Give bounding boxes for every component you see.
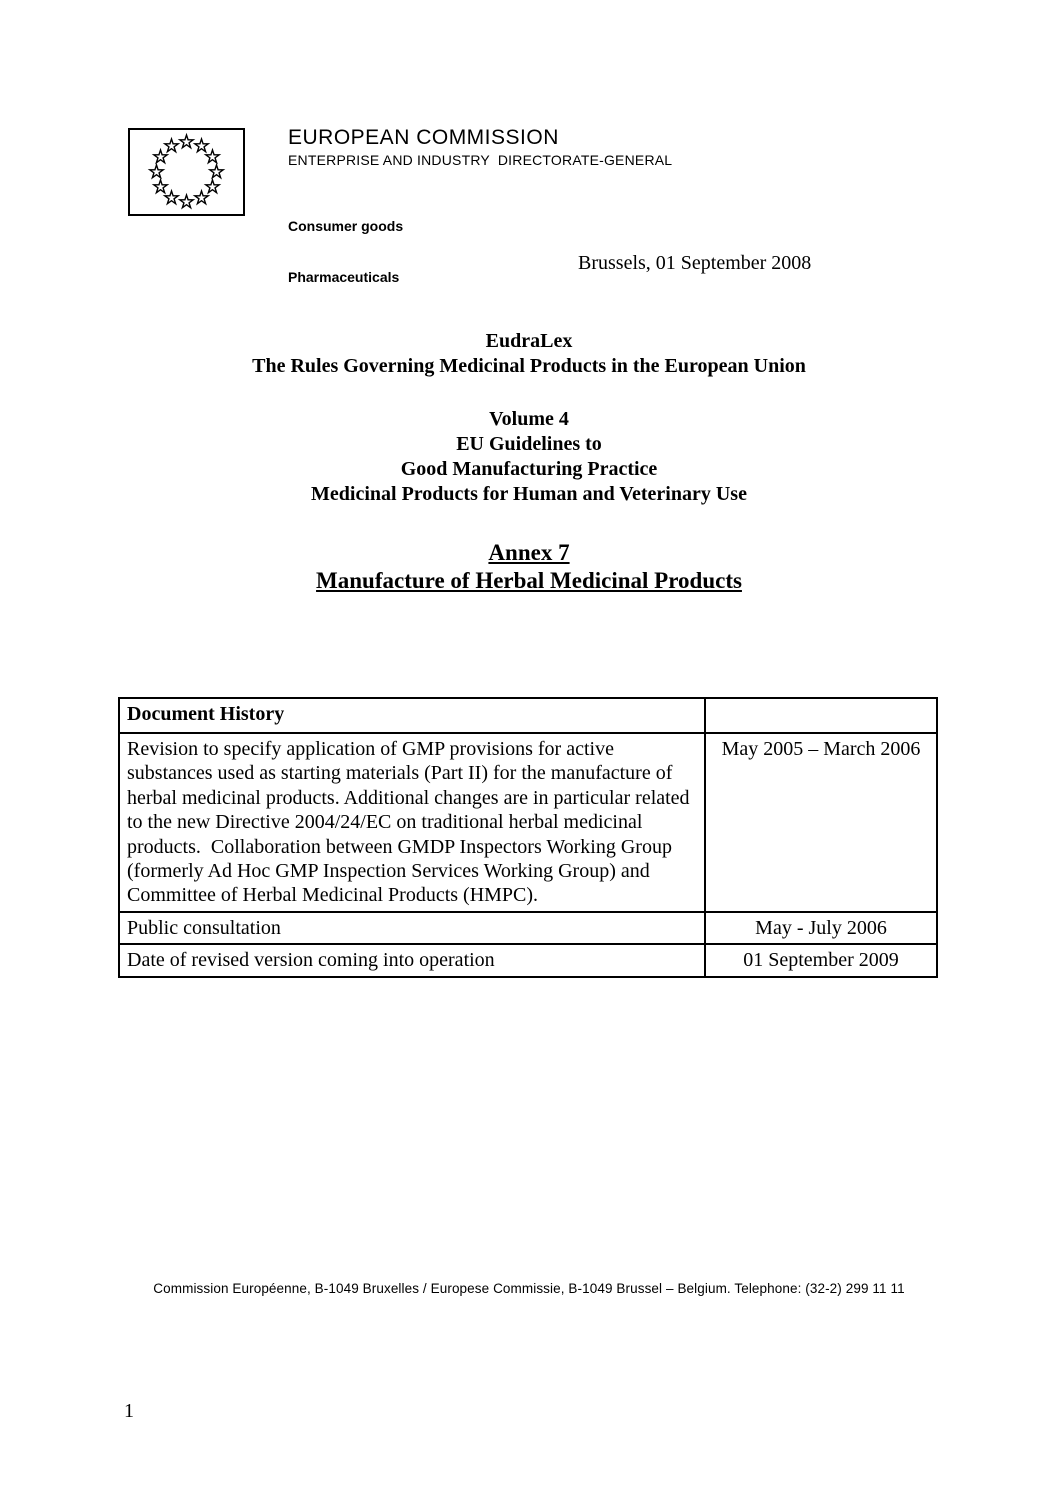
table-row [119, 733, 937, 912]
org-title: EUROPEAN COMMISSION [288, 126, 559, 149]
spacer [0, 379, 1058, 407]
table-row [119, 912, 937, 944]
spacer [0, 507, 1058, 539]
history-description: Revision to specify application of GMP provisions for active substances used as starting materials (Part II) for the manufacture of herbal medicinal products. Additional changes are in particular related to the new Directive 2004/24/EC on traditional herbal medicinal products. Collaboration between GMDP Inspectors Working Group (formerly Ad Hoc GMP Inspection Services Working Group) and Committee of Herbal Medicinal Products (HMPC). [119, 733, 705, 912]
history-date: May - July 2006 [705, 912, 937, 944]
title-rules: The Rules Governing Medicinal Products in the European Union [252, 355, 806, 377]
volume-line2: EU Guidelines to [456, 433, 602, 455]
org-subtitle: ENTERPRISE AND INDUSTRY DIRECTORATE-GENERAL [288, 152, 673, 168]
eu-flag-logo [128, 128, 245, 216]
volume-line1: Volume 4 [489, 408, 569, 430]
footer-address: Commission Européenne, B-1049 Bruxelles / Europese Commissie, B-1049 Brussel – Belgium. Telephone: (32-2) 299 11 11 [153, 1281, 905, 1296]
document-history-table [118, 697, 938, 978]
history-date: May 2005 – March 2006 [705, 733, 937, 912]
history-description: Date of revised version coming into operation [119, 944, 705, 976]
annex-subtitle: Manufacture of Herbal Medicinal Products [316, 568, 742, 593]
org-unit-line2: Pharmaceuticals [288, 269, 400, 285]
header-text-block [288, 126, 672, 320]
table-row [119, 944, 937, 976]
dateline: Brussels, 01 September 2008 [578, 252, 812, 274]
page-number: 1 [124, 1400, 134, 1422]
volume-line3: Good Manufacturing Practice [400, 458, 658, 480]
volume-line4: Medicinal Products for Human and Veterinary Use [311, 483, 747, 505]
table-header-cell: Document History [119, 698, 705, 733]
table-header-row [119, 698, 937, 733]
title-stack [0, 329, 1058, 595]
eu-stars-icon [130, 130, 243, 214]
table-header-cell-empty [705, 698, 937, 733]
annex-title: Annex 7 [488, 540, 570, 565]
org-unit-line1: Consumer goods [288, 218, 404, 234]
history-description: Public consultation [119, 912, 705, 944]
title-eudralex: EudraLex [485, 330, 573, 352]
history-date: 01 September 2009 [705, 944, 937, 976]
